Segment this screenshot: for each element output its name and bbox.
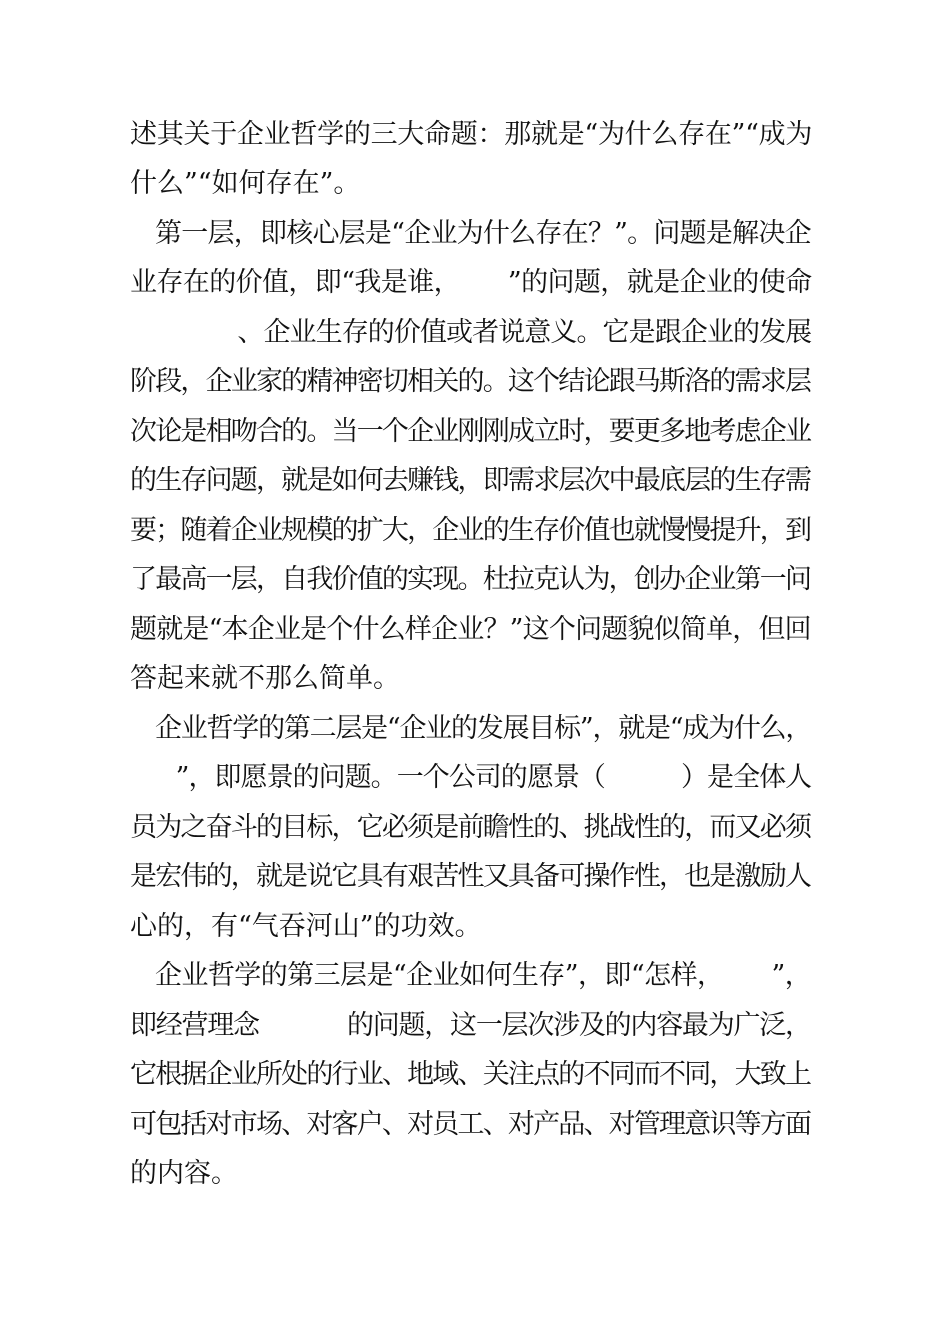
text-line: 即经营理念 的问题，这一层次涉及的内容最为广泛， [130,1010,811,1041]
paragraph-start-line: 第一层，即核心层是“企业为什么存在？”。问题是解决企 [155,218,811,249]
text-line: 业存在的价值，即“我是谁， ”的问题，就是企业的使命 [130,267,812,298]
text-line: 它根据企业所处的行业、地域、关注点的不同而不同，大致上 [130,1059,811,1090]
text-line: 了最高一层，自我价值的实现。杜拉克认为，创办企业第一问 [130,564,811,595]
text-line: 题就是“本企业是个什么样企业？”这个问题貌似简单，但回 [130,614,811,645]
text-line: 要；随着企业规模的扩大，企业的生存价值也就慢慢提升，到 [130,515,811,546]
paragraph-start-line: 企业哲学的第三层是“企业如何生存”，即“怎样， ”， [155,960,812,991]
text-line: 可包括对市场、对客户、对员工、对产品、对管理意识等方面 [130,1109,811,1140]
text-line: ”，即愿景的问题。一个公司的愿景（ ）是全体人 [130,762,812,793]
text-line: 的内容。 [130,1158,238,1189]
text-line: 员为之奋斗的目标，它必须是前瞻性的、挑战性的，而又必须 [130,812,811,843]
paragraph-start-line: 企业哲学的第二层是“企业的发展目标”，就是“成为什么， [155,713,812,744]
text-line: 述其关于企业哲学的三大命题：那就是“为什么存在”“成为 [130,119,813,150]
text-line: 答起来就不那么简单。 [130,663,400,694]
text-line: 是宏伟的，就是说它具有艰苦性又具备可操作性，也是激励人 [130,861,811,892]
text-line: 心的，有“气吞河山”的功效。 [130,911,482,942]
text-line: 什么”“如何存在”。 [130,168,361,199]
text-line: 次论是相吻合的。当一个企业刚刚成立时，要更多地考虑企业 [130,416,811,447]
text-line: 、企业生存的价值或者说意义。它是跟企业的发展 [130,317,812,348]
text-line: 的生存问题，就是如何去赚钱，即需求层次中最底层的生存需 [130,465,811,496]
text-line: 阶段，企业家的精神密切相关的。这个结论跟马斯洛的需求层 [130,366,811,397]
